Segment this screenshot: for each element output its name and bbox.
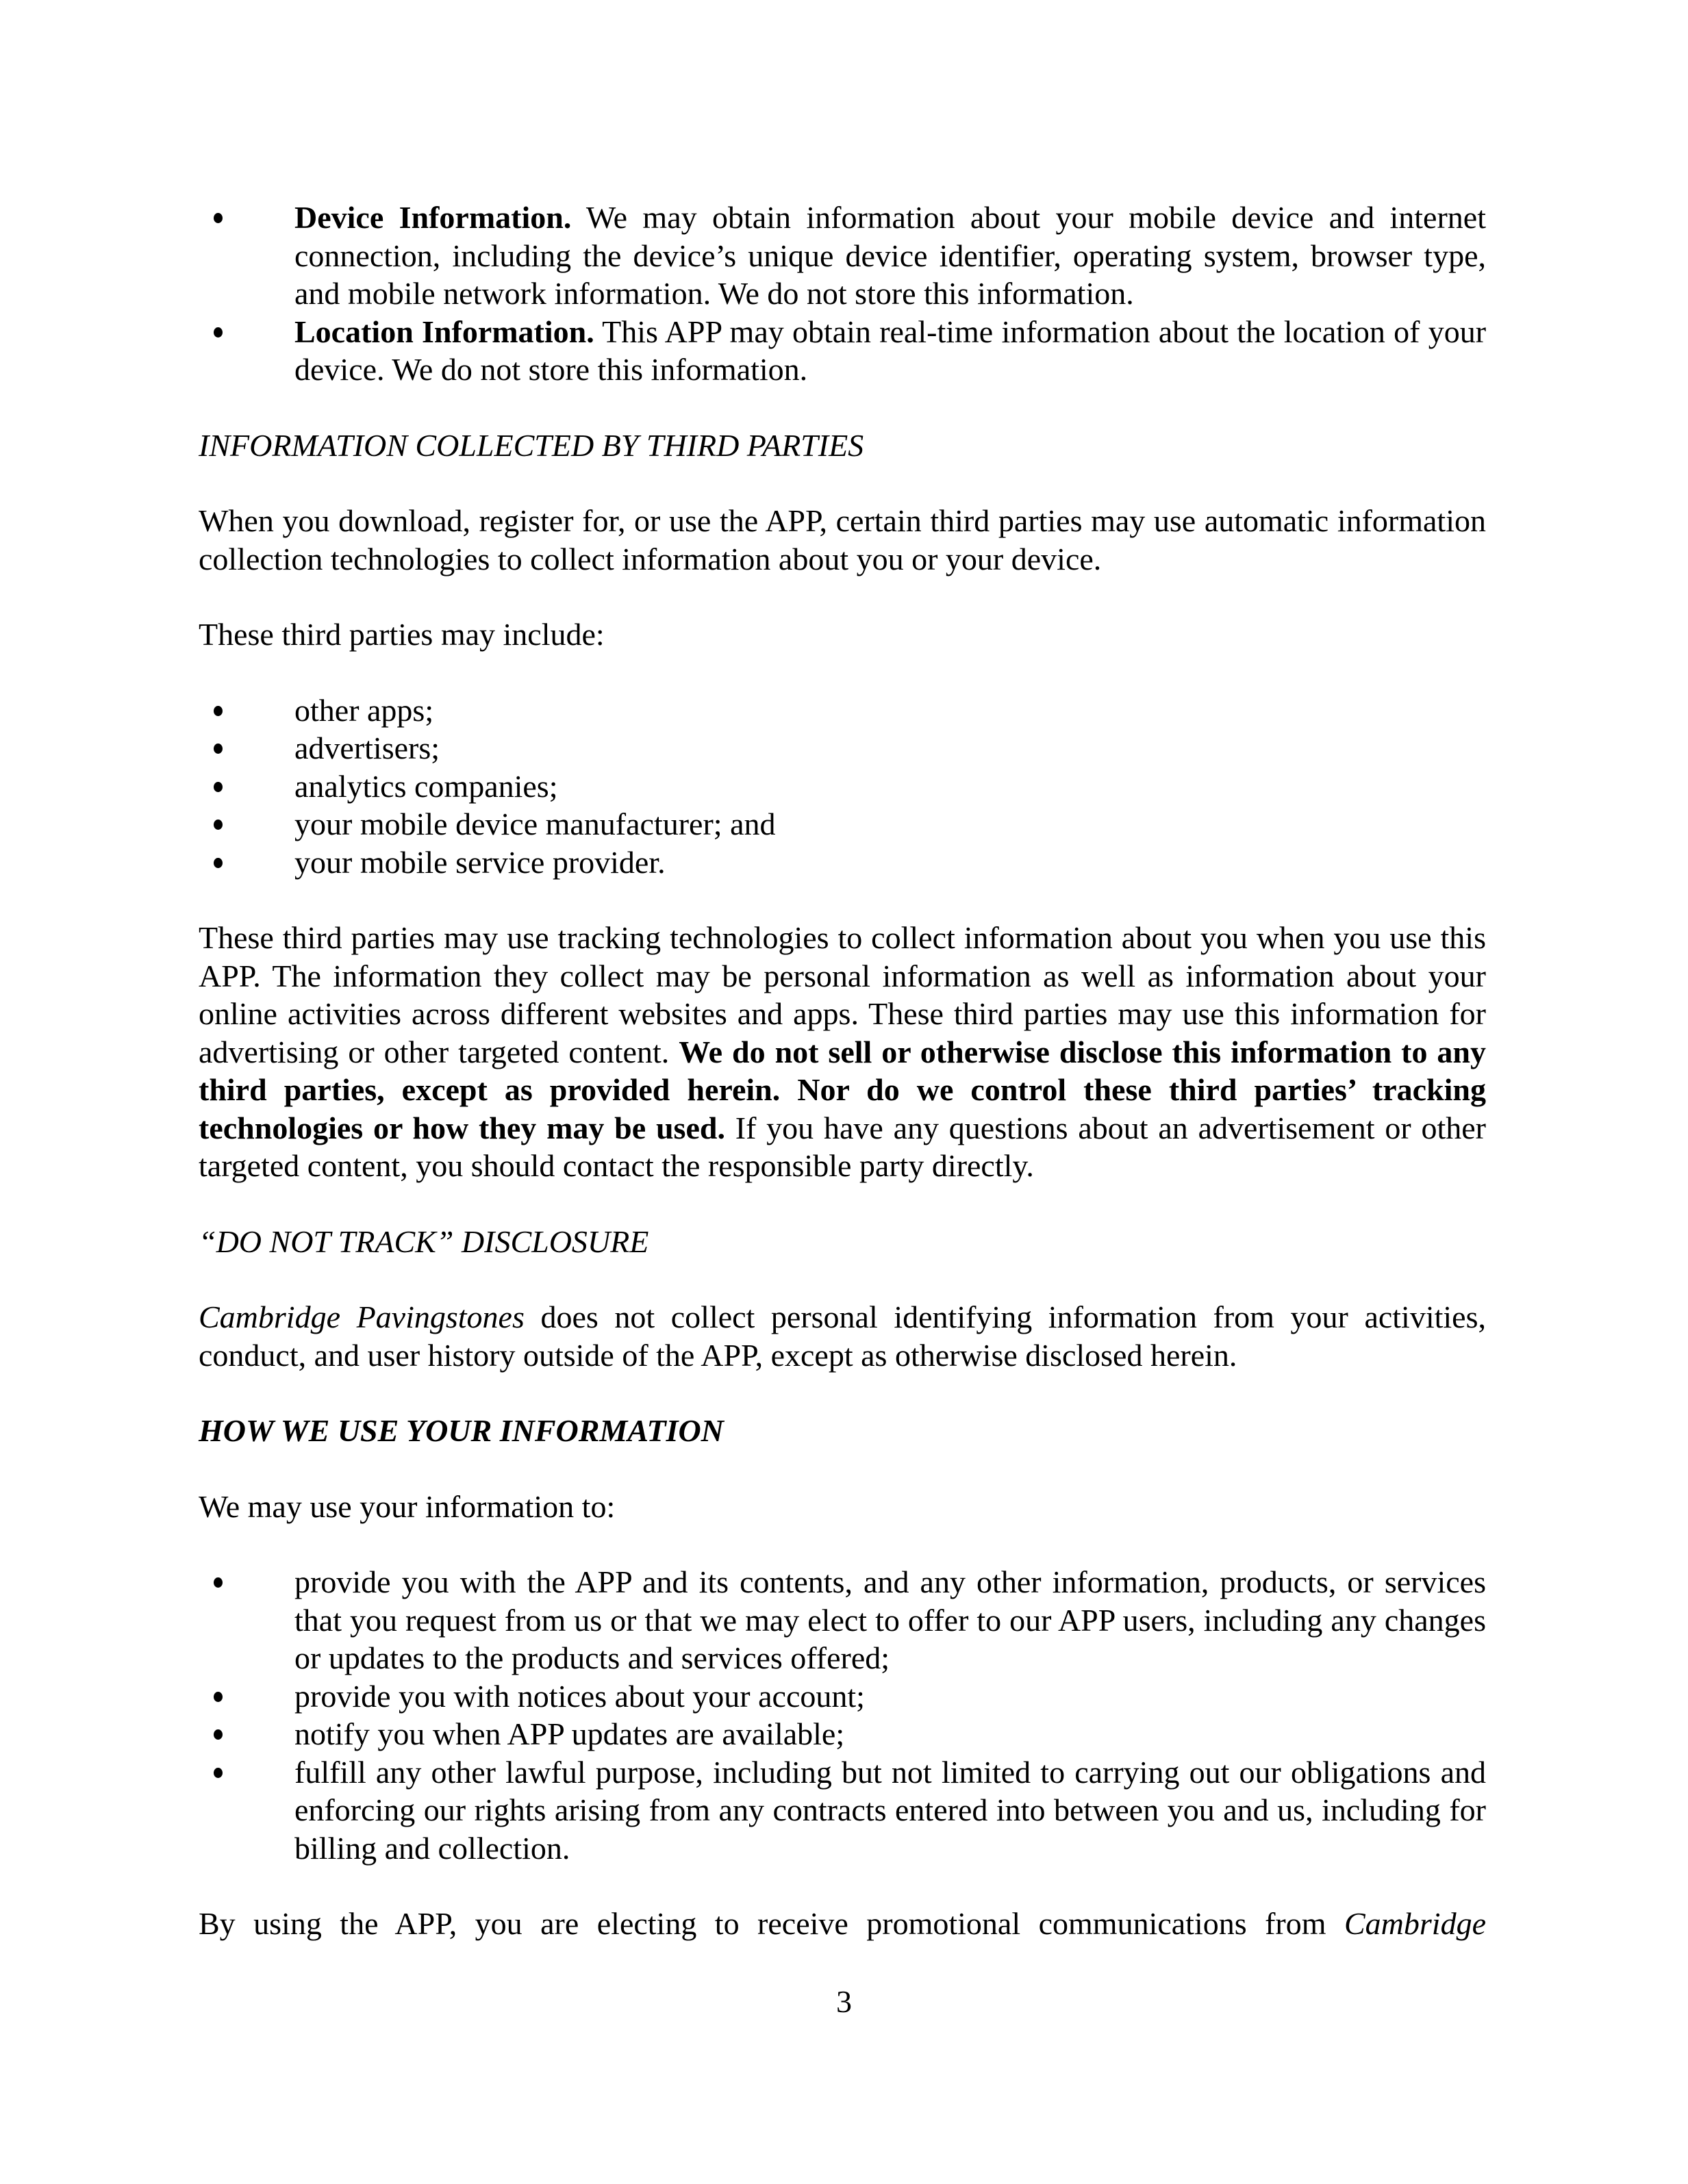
bullet-icon xyxy=(214,744,223,754)
paragraph xyxy=(199,1905,1486,1943)
bullet-icon xyxy=(214,858,223,868)
paragraph: We may use your information to: xyxy=(199,1488,616,1524)
bullet-icon xyxy=(214,1692,223,1702)
list-item xyxy=(199,1677,1486,1716)
paragraph xyxy=(199,1298,1486,1374)
list-item xyxy=(199,1753,1486,1868)
item-text: analytics companies; xyxy=(294,768,558,804)
page-number: 3 xyxy=(836,1984,852,2019)
section-heading: “DO NOT TRACK” DISCLOSURE xyxy=(199,1223,649,1259)
item-text: We may obtain information about your mobile device and internet connection, including the device’s unique device identifier, operating system, browser type, and mobile network information. We do not store this information. xyxy=(294,200,1486,311)
list-item xyxy=(199,767,1486,806)
item-text: provide you with notices about your account; xyxy=(294,1678,865,1714)
list-item xyxy=(199,1715,1486,1753)
bullet-icon xyxy=(214,213,223,223)
section-heading: INFORMATION COLLECTED BY THIRD PARTIES xyxy=(199,427,864,463)
bullet-icon xyxy=(214,327,223,338)
text-run: does not collect personal identifying information from your activities, conduct, and user history outside of the APP, except as otherwise disclosed herein. xyxy=(199,1299,1486,1373)
text-run: These third parties may use tracking technologies to collect information about you when you use this APP. The information they collect may be personal information as well as information about your online activities across different websites and apps. These third parties may use this information for advertising or other targeted content. xyxy=(199,920,1486,1069)
use-list xyxy=(199,1563,1486,1867)
list-item xyxy=(199,691,1486,730)
info-type-list xyxy=(199,199,1486,389)
company-name: Cambridge xyxy=(1344,1906,1486,1941)
item-text: notify you when APP updates are available; xyxy=(294,1716,845,1751)
item-text: This APP may obtain real-time information about the location of your device. We do not store this information. xyxy=(294,314,1487,387)
paragraph: When you download, register for, or use the APP, certain third parties may use automatic information collection technologies to collect information about you or your device. xyxy=(199,503,1486,576)
list-item xyxy=(199,1563,1486,1677)
paragraph: These third parties may include: xyxy=(199,617,605,652)
section-heading: HOW WE USE YOUR INFORMATION xyxy=(199,1413,724,1448)
item-text: provide you with the APP and its contents, and any other information, products, or services that you request from us or that we may elect to offer to our APP users, including any changes or updates to the products and services offered; xyxy=(294,1564,1486,1675)
bullet-icon xyxy=(214,706,223,716)
item-text: advertisers; xyxy=(294,731,440,765)
third-party-list xyxy=(199,691,1486,882)
item-text: other apps; xyxy=(294,692,434,728)
list-item xyxy=(199,313,1486,389)
company-name: Cambridge Pavingstones xyxy=(199,1299,525,1334)
paragraph xyxy=(199,919,1486,1185)
document-page xyxy=(199,199,1486,1943)
item-lead: Device Information. xyxy=(294,200,572,235)
item-text: your mobile device manufacturer; and xyxy=(294,807,776,841)
text-run: If you have any questions about an advertisement or other targeted content, you should contact the responsible party directly. xyxy=(199,1110,1486,1183)
list-item xyxy=(199,199,1486,313)
bullet-icon xyxy=(214,1729,223,1740)
list-item xyxy=(199,843,1486,882)
bullet-icon xyxy=(214,1768,223,1778)
bold-text-run: We do not sell or otherwise disclose this information to any third parties, except as provided herein. Nor do we control these third parties’ tracking technologies or how they may be used. xyxy=(199,1034,1487,1145)
bullet-icon xyxy=(214,820,223,830)
list-item xyxy=(199,805,1486,843)
text-run: By using the APP, you are electing to receive promotional communications from xyxy=(199,1906,1344,1941)
bullet-icon xyxy=(214,782,223,792)
bullet-icon xyxy=(214,1577,223,1588)
list-item xyxy=(199,729,1486,767)
item-lead: Location Information. xyxy=(294,314,594,349)
item-text: your mobile service provider. xyxy=(294,844,666,880)
item-text: fulfill any other lawful purpose, including but not limited to carrying out our obligations and enforcing our rights arising from any contracts entered into between you and us, including for billing and collection. xyxy=(294,1754,1486,1866)
